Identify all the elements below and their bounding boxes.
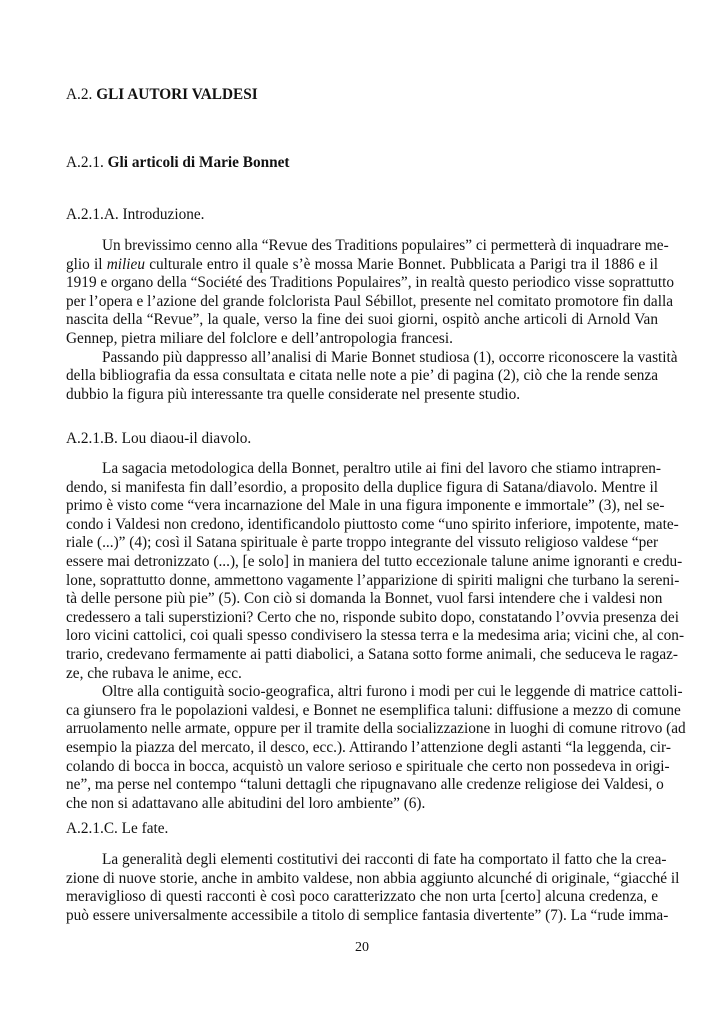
subsection-number: A.2.1. [66,154,104,171]
intro-heading: A.2.1.A. Introduzione. [66,206,205,223]
subsection-title: Gli articoli di Marie Bonnet [107,154,290,171]
section-title: GLI AUTORI VALDESI [96,86,258,103]
text-line: La sagacia metodologica della Bonnet, peraltro utile ai fini del lavoro che stiamo intrapren- [102,460,661,477]
text-line: meraviglioso di questi racconti è così poco caratterizzato che non urta [certo] alcuna credenza, e [66,888,658,906]
text-line: 1919 e organo della “Société des Traditions Populaires”, in realtà questo periodico visse soprattutto [66,274,675,292]
italic-term: milieu [106,255,145,273]
fate-body [66,851,680,925]
text-line: riale (...)” (4); così il Satana spirituale è parte troppo integrante del vissuto religioso valdese “per [66,534,659,552]
text-line: nascita della “Revue”, la quale, verso la fine dei suoi giorni, ospitò anche articoli di Arnold Van [66,311,658,329]
subsection-heading [66,154,290,172]
text-line: primo è visto come “vera incarnazione del Male in una figura imponente e immortale” (3), nel se- [66,497,665,515]
text-line: credessero a tali superstizioni? Certo che no, risponde subito dopo, constatando l’ovvia presenza dei [66,608,679,626]
text-line: per l’opera e l’azione del grande folclorista Paul Sébillot, presente nel comitato promotore fin dalla [66,292,673,310]
text-line: ca giunsero fra le popolazioni valdesi, e Bonnet ne esemplifica taluni: diffusione a mezzo di comune [66,701,681,719]
text-line: ze, che rubava le anime, ecc. [66,664,242,682]
text-line: condo i Valdesi non credono, identificandolo piuttosto come “uno spirito inferiore, impotente, mate- [66,515,679,533]
diavolo-body [66,460,686,813]
text-line: La generalità degli elementi costitutivi dei racconti di fate ha comportato il fatto che la crea- [102,851,667,868]
diavolo-heading: A.2.1.B. Lou diaou-il diavolo. [66,430,252,447]
text-line: della bibliografia da essa consultata e citata nelle note a pie’ di pagina (2), ciò che la rende senza [66,367,658,385]
text-line: ne”, ma perse nel contempo “taluni dettagli che ripugnavano alle credenze religiose dei Valdesi, o [66,776,664,794]
intro-body [66,237,678,404]
text-line: zione di nuove storie, anche in ambito valdese, non abbia aggiunto alcunché di originale, “giacché il [66,869,680,887]
text-line: può essere universalmente accessibile a titolo di semplice fantasia divertente” (7). La “rude imma- [66,906,669,924]
section-number: A.2. [66,86,93,103]
page-number: 20 [355,940,369,955]
text-line: trario, credevano fermamente ai patti diabolici, a Satana sotto forme animali, che seduceva le ragaz- [66,645,679,663]
text-line: lone, soprattutto donne, ammettono vagamente l’apparizione di spiriti maligni che turbano la sereni- [66,571,680,589]
text-line: essere mai detronizzato (...), [e solo] in maniera del tutto eccezionale talune anime ignoranti e credu- [66,552,683,570]
text-line: arruolamento nelle armate, oppure per il tramite della socializzazione in luoghi di comune ritrovo (ad [66,720,686,738]
text-line: dendo, si manifesta fin dall’esordio, a proposito della duplice figura di Satana/diavolo. Mentre il [66,478,658,496]
text-line: dubbio la figura più interessante tra quelle considerate nel presente studio. [66,385,521,403]
text-line: tà delle persone più pie” (5). Con ciò si domanda la Bonnet, vuol farsi intendere che i valdesi non [66,590,663,608]
text-line: colando di bocca in bocca, acquistò un valore serioso e spirituale che certo non possedeva in origi- [66,757,670,775]
text-line: Gennep, pietra miliare del folclore e dell’antropologia francesi. [66,329,453,347]
text-line: Passando più dappresso all’analisi di Marie Bonnet studiosa (1), occorre riconoscere la vastità [102,348,678,366]
text-line: Un brevissimo cenno alla “Revue des Traditions populaires” ci permetterà di inquadrare me- [102,237,669,254]
fate-heading: A.2.1.C. Le fate. [66,820,169,837]
text-line: che non si adattavano alle abitudini del loro ambiente” (6). [66,794,426,812]
section-heading [66,86,258,104]
text-line: esempio la piazza del mercato, il desco, ecc.). Attirando l’attenzione degli astanti “la leggenda, cir- [66,738,671,756]
text-line: glio il milieu culturale entro il quale s’è mossa Marie Bonnet. Pubblicata a Parigi tra il 1886 e il [66,255,658,273]
text-line: Oltre alla contiguità socio-geografica, altri furono i modi per cui le leggende di matrice cattoli- [102,683,683,701]
text-line: loro vicini cattolici, coi quali spesso condivisero la stessa terra e la medesima aria; vicini che, al con- [66,627,685,645]
